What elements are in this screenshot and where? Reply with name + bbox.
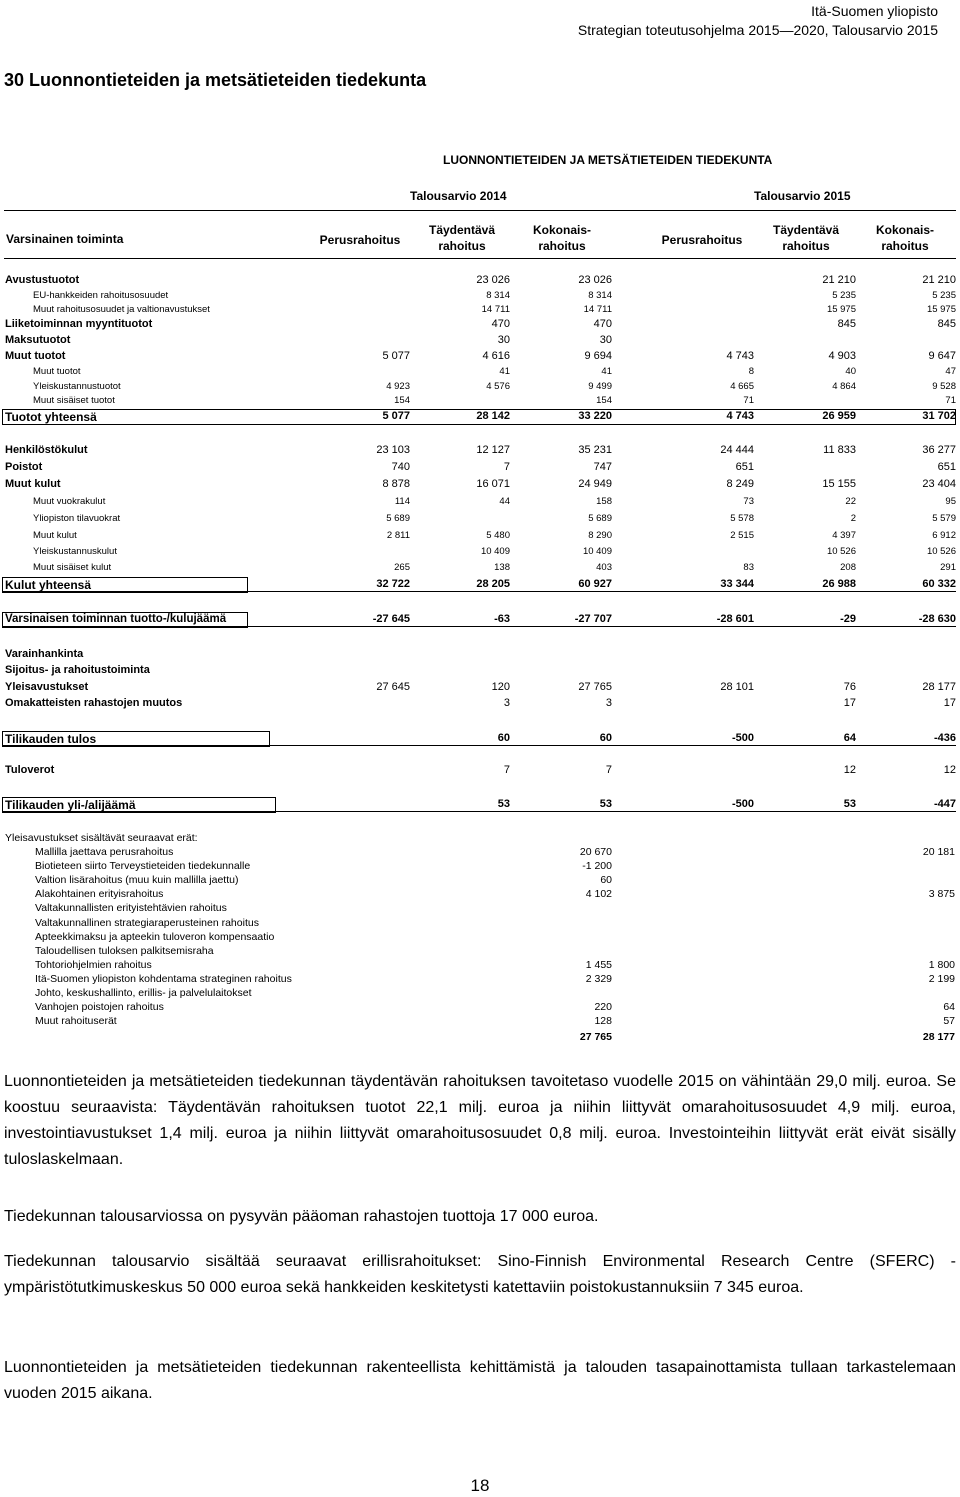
ylijaama-row — [0, 798, 960, 814]
cost-row — [0, 496, 960, 512]
breakdown-value-2014: 60 — [600, 874, 612, 887]
cell-value: -28 630 — [918, 613, 956, 625]
breakdown-label: Taloudellisen tuloksen palkitsemisraha — [35, 944, 214, 957]
cell-value: 27 765 — [578, 681, 612, 693]
cell-value: 33 220 — [578, 410, 612, 422]
cell-value: -27 645 — [372, 613, 410, 625]
cell-value: 4 397 — [832, 530, 856, 541]
breakdown-label: Mallilla jaettava perusrahoitus — [35, 846, 174, 858]
cell-value: 3 — [605, 697, 612, 709]
cell-value: 47 — [945, 366, 956, 377]
row-label: Tuloverot — [5, 764, 55, 776]
cell-value: 53 — [497, 798, 510, 810]
yleisavustukset-row — [0, 681, 960, 697]
revenue-row — [0, 350, 960, 366]
row-label: Varainhankinta — [5, 648, 84, 660]
cell-value: 10 526 — [926, 546, 956, 557]
cell-value: 3 — [503, 697, 510, 709]
breakdown-value-2014: 128 — [594, 1015, 612, 1028]
cell-value: 12 — [843, 764, 856, 776]
breakdown-value-2015: 20 181 — [922, 846, 955, 858]
cell-value: 24 444 — [720, 444, 754, 456]
row-label: Muut rahoitusosuudet ja valtionavustukset — [33, 304, 210, 315]
breakdown-label: Johto, keskushallinto, erillis- ja palvelulaitokset — [35, 987, 252, 999]
cell-value: 5 578 — [730, 513, 754, 524]
cell-value: 41 — [601, 366, 612, 377]
varsinainen-total-row — [0, 613, 960, 629]
paragraph-1: Luonnontieteiden ja metsätieteiden tiedekunnan täydentävän rahoituksen tavoitetaso vuodelle 2015 on vähintään 29,0 milj. euroa. Se koostuu seuraavista: Täydentävän rahoituksen tuotot 22,1 milj. euroa ja niihin liittyvät omarahoitusosuudet 4,9 milj. euroa, investointiavustukset 1,4 milj. euroa ja niihin liittyvät omarahoitusosuudet 0,8 milj. euroa. Investointeihin liittyvät erät eivät sisälly tuloslaskelmaan. — [4, 1073, 956, 1168]
cost-row — [0, 444, 960, 460]
cell-value: 4 864 — [832, 381, 856, 392]
cell-value: 845 — [937, 318, 956, 330]
cell-value: 23 103 — [376, 444, 410, 456]
year-2014-heading: Talousarvio 2014 — [410, 189, 507, 203]
paragraph-4: Luonnontieteiden ja metsätieteiden tiedekunnan rakenteellista kehittämistä ja talouden tasapainottamista tullaan tarkastelemaan vuoden 2015 aikana. — [4, 1359, 956, 1402]
cell-value: 8 878 — [382, 478, 410, 490]
breakdown-value-2014: 20 670 — [579, 846, 612, 858]
breakdown-value-2015: 1 800 — [928, 958, 955, 971]
cell-value: -28 601 — [716, 613, 754, 625]
cell-value: 12 — [943, 764, 956, 776]
cell-value: 24 949 — [578, 478, 612, 490]
row-label: Muut kulut — [33, 530, 77, 541]
cell-value: 15 975 — [826, 304, 856, 315]
row-label: Tilikauden tulos — [5, 732, 97, 746]
breakdown-intro: Yleisavustukset sisältävät seuraavat erät: — [5, 832, 198, 844]
cell-value: 40 — [845, 366, 856, 377]
cell-value: 64 — [843, 732, 856, 744]
cell-value: 71 — [743, 395, 754, 406]
cell-value: 60 — [599, 732, 612, 744]
breakdown-label: Muut rahoituserät — [35, 1015, 117, 1028]
cell-value: 28 205 — [476, 578, 510, 590]
row-label: Yleisavustukset — [5, 681, 89, 693]
cell-value: 26 959 — [822, 410, 856, 422]
cell-value: 33 344 — [720, 578, 754, 590]
cell-value: 9 647 — [928, 350, 956, 362]
row-label: EU-hankkeiden rahoitusosuudet — [33, 290, 169, 301]
cell-value: 21 210 — [822, 274, 856, 286]
row-label: Muut tuotot — [5, 350, 66, 362]
cell-value: 30 — [497, 334, 510, 346]
cell-value: 5 689 — [588, 513, 612, 524]
cell-value: 120 — [491, 681, 510, 693]
row-label: Tuotot yhteensä — [5, 410, 97, 424]
revenue-row — [0, 334, 960, 350]
cell-value: -29 — [840, 613, 856, 625]
cell-value: 14 711 — [481, 304, 510, 315]
row-label: Yliopiston tilavuokrat — [33, 513, 121, 524]
row-label: Henkilöstökulut — [5, 444, 88, 456]
cell-value: 11 833 — [823, 444, 856, 456]
cost-row — [0, 562, 960, 578]
cell-value: 76 — [843, 681, 856, 693]
cell-value: 60 927 — [578, 578, 612, 590]
cell-value: 32 722 — [376, 578, 410, 590]
cell-value: -500 — [731, 798, 754, 810]
unit-title: LUONNONTIETEIDEN JA METSÄTIETEIDEN TIEDEKUNTA — [443, 153, 773, 167]
breakdown-label: Tohtoriohjelmien rahoitus — [35, 958, 152, 971]
cell-value: 41 — [499, 366, 510, 377]
cell-value: 470 — [491, 318, 510, 330]
cell-value: 4 665 — [730, 381, 754, 392]
cell-value: 154 — [596, 395, 612, 406]
cell-value: -63 — [494, 613, 510, 625]
row-label: Omakatteisten rahastojen muutos — [5, 697, 183, 709]
cost-row — [0, 530, 960, 546]
cell-value: 4 903 — [828, 350, 856, 362]
cell-value: 28 177 — [922, 681, 956, 693]
cell-value: 291 — [940, 562, 956, 573]
revenue-row — [0, 318, 960, 334]
tulos-row — [0, 732, 960, 748]
breakdown-total — [0, 1031, 960, 1047]
cell-value: 17 — [843, 697, 856, 709]
cell-value: 8 249 — [726, 478, 754, 490]
cell-value: 651 — [937, 461, 956, 473]
breakdown-label: Itä-Suomen yliopiston kohdentama strateginen rahoitus — [35, 972, 292, 985]
cell-value: 470 — [593, 318, 612, 330]
row-label: Yleiskustannuskulut — [33, 546, 117, 557]
cell-value: 154 — [394, 395, 410, 406]
cell-value: 5 235 — [832, 290, 856, 301]
breakdown-value-2014: 1 455 — [585, 958, 612, 971]
cell-value: 22 — [845, 496, 856, 507]
col-tayd-2015: Täydentävä rahoitus — [772, 223, 840, 253]
cell-value: 83 — [743, 562, 754, 573]
col-tayd-2014: Täydentävä rahoitus — [428, 223, 496, 253]
cell-value: 30 — [599, 334, 612, 346]
breakdown-item — [0, 1015, 960, 1031]
cell-value: 10 526 — [826, 546, 856, 557]
cost-row — [0, 513, 960, 529]
row-label: Avustustuotot — [5, 274, 80, 286]
breakdown-label: Valtion lisärahoitus (muu kuin mallilla jaettu) — [35, 874, 239, 887]
cell-value: 7 — [605, 764, 612, 776]
breakdown-label: Vanhojen poistojen rahoitus — [35, 1001, 164, 1014]
breakdown-total-2014: 27 765 — [579, 1031, 612, 1043]
cell-value: 60 — [497, 732, 510, 744]
cost-row — [0, 546, 960, 562]
cell-value: 23 404 — [922, 478, 956, 490]
cell-value: 53 — [599, 798, 612, 810]
cost-row — [0, 461, 960, 477]
row-label: Varsinaisen toiminnan tuotto-/kulujäämä — [5, 613, 227, 625]
breakdown-value-2015: 2 199 — [928, 972, 955, 985]
col-koko-2014: Kokonais- rahoitus — [532, 223, 591, 253]
omakatteiset-row — [0, 697, 960, 713]
cell-value: 9 499 — [588, 381, 612, 392]
cell-value: 53 — [843, 798, 856, 810]
row-label: Muut vuokrakulut — [33, 496, 106, 507]
cell-value: 208 — [840, 562, 856, 573]
section-heading — [0, 664, 960, 680]
breakdown-label: Biotieteen siirto Terveystieteiden tiedekunnalle — [35, 860, 251, 873]
cell-value: 6 912 — [932, 530, 956, 541]
cell-value: 8 314 — [588, 290, 612, 301]
cell-value: 4 923 — [386, 381, 410, 392]
header-bottom-rule — [4, 258, 956, 259]
cell-value: 4 743 — [726, 350, 754, 362]
cell-value: 4 576 — [486, 381, 510, 392]
cell-value: 7 — [503, 764, 510, 776]
breakdown-value-2015: 3 875 — [928, 888, 955, 901]
cell-value: 36 277 — [922, 444, 956, 456]
cell-value: 15 975 — [926, 304, 956, 315]
row-label: Liiketoiminnan myyntituotot — [5, 318, 153, 330]
cell-value: 5 689 — [386, 513, 410, 524]
cell-value: 8 314 — [486, 290, 510, 301]
row-label: Maksutuotot — [5, 334, 71, 346]
cell-value: 31 702 — [922, 410, 956, 422]
cell-value: 2 515 — [730, 530, 754, 541]
cell-value: 265 — [394, 562, 410, 573]
page-number: 18 — [470, 1476, 490, 1495]
row-header: Varsinainen toiminta — [6, 232, 124, 246]
cell-value: 5 077 — [382, 350, 410, 362]
cell-value: 845 — [837, 318, 856, 330]
cell-value: 4 616 — [482, 350, 510, 362]
cell-value: 2 — [850, 513, 856, 524]
cell-value: 114 — [394, 496, 410, 507]
cell-value: 9 694 — [584, 350, 612, 362]
cell-value: 138 — [494, 562, 510, 573]
cell-value: 651 — [735, 461, 754, 473]
cell-value: 740 — [391, 461, 410, 473]
header-top-rule — [4, 210, 956, 211]
cell-value: 8 — [748, 366, 754, 377]
cell-value: 9 528 — [932, 381, 956, 392]
cell-value: 5 579 — [932, 513, 956, 524]
cell-value: 4 743 — [726, 410, 754, 422]
tuotot-total-row — [0, 410, 960, 426]
row-label: Yleiskustannustuotot — [33, 381, 121, 392]
cell-value: 14 711 — [583, 304, 612, 315]
cell-value: 5 077 — [382, 410, 410, 422]
row-label: Muut tuotot — [33, 366, 81, 377]
row-label: Kulut yhteensä — [5, 578, 92, 592]
row-label: Tilikauden yli-/alijäämä — [5, 798, 136, 812]
breakdown-value-2014: -1 200 — [582, 860, 612, 873]
cell-value: 71 — [945, 395, 956, 406]
cell-value: 15 155 — [822, 478, 856, 490]
cell-value: 2 811 — [386, 530, 410, 541]
breakdown-total-2015: 28 177 — [922, 1031, 955, 1043]
cell-value: 5 235 — [932, 290, 956, 301]
cell-value: 23 026 — [578, 274, 612, 286]
cell-value: 12 127 — [476, 444, 510, 456]
tuloverot-row — [0, 764, 960, 780]
cell-value: 28 101 — [720, 681, 754, 693]
cell-value: 23 026 — [476, 274, 510, 286]
cell-value: 7 — [503, 461, 510, 473]
cell-value: 403 — [596, 562, 612, 573]
cell-value: 10 409 — [582, 546, 612, 557]
row-label: Muut kulut — [5, 478, 61, 490]
cell-value: 17 — [943, 697, 956, 709]
cell-value: 95 — [945, 496, 956, 507]
revenue-row — [0, 366, 960, 382]
breakdown-label: Apteekkimaksu ja apteekin tuloveron kompensaatio — [35, 930, 275, 943]
cell-value: 73 — [743, 496, 754, 507]
cell-value: 44 — [499, 496, 510, 507]
cell-value: 21 210 — [922, 274, 956, 286]
kulut-total-row — [0, 578, 960, 594]
breakdown-value-2014: 2 329 — [585, 972, 612, 985]
cell-value: 28 142 — [476, 410, 510, 422]
header-subtitle: Strategian toteutusohjelma 2015―2020, Talousarvio 2015 — [577, 22, 938, 38]
cell-value: 26 988 — [822, 578, 856, 590]
cell-value: 35 231 — [578, 444, 612, 456]
cell-value: 5 480 — [486, 530, 510, 541]
page-title: 30 Luonnontieteiden ja metsätieteiden tiedekunta — [4, 70, 427, 90]
revenue-row — [0, 274, 960, 290]
col-koko-2015: Kokonais- rahoitus — [875, 223, 934, 253]
year-2015-heading: Talousarvio 2015 — [754, 189, 851, 203]
header-org: Itä-Suomen yliopisto — [811, 3, 938, 19]
paragraph-3: Tiedekunnan talousarvio sisältää seuraavat erillisrahoitukset: Sino-Finnish Environmental Research Centre (SFERC) -ympäristötutkimuskeskus 50 000 euroa sekä hankkeiden keskitetysti katettaviin poistokustannuksiin 7 345 euroa. — [4, 1253, 956, 1296]
cell-value: -436 — [933, 732, 956, 744]
section-heading — [0, 648, 960, 664]
row-label: Poistot — [5, 461, 43, 473]
row-label: Muut sisäiset tuotot — [33, 395, 115, 406]
breakdown-value-2014: 220 — [594, 1001, 612, 1014]
col-perus-2014: Perusrahoitus — [319, 233, 401, 247]
breakdown-label: Valtakunnallisten erityistehtävien rahoitus — [35, 902, 227, 915]
row-label: Muut sisäiset kulut — [33, 562, 112, 573]
cell-value: 60 332 — [922, 578, 956, 590]
cell-value: 10 409 — [480, 546, 510, 557]
breakdown-value-2015: 64 — [943, 1001, 955, 1014]
cell-value: -27 707 — [574, 613, 612, 625]
cell-value: 747 — [593, 461, 612, 473]
row-label: Sijoitus- ja rahoitustoiminta — [5, 664, 150, 676]
cell-value: -447 — [933, 798, 956, 810]
paragraph-2: Tiedekunnan talousarviossa on pysyvän pääoman rahastojen tuottoja 17 000 euroa. — [4, 1208, 599, 1225]
breakdown-label: Valtakunnallinen strategiaraperusteinen rahoitus — [35, 916, 259, 929]
breakdown-value-2015: 57 — [943, 1015, 955, 1028]
breakdown-label: Alakohtainen erityisrahoitus — [35, 888, 164, 901]
document-header — [578, 2, 938, 40]
col-perus-2015: Perusrahoitus — [661, 233, 743, 247]
cell-value: 158 — [596, 496, 612, 507]
breakdown-value-2014: 4 102 — [585, 888, 612, 901]
cell-value: 16 071 — [476, 478, 510, 490]
cell-value: 8 290 — [588, 530, 612, 541]
cell-value: -500 — [731, 732, 754, 744]
cost-row — [0, 478, 960, 494]
cell-value: 27 645 — [376, 681, 410, 693]
